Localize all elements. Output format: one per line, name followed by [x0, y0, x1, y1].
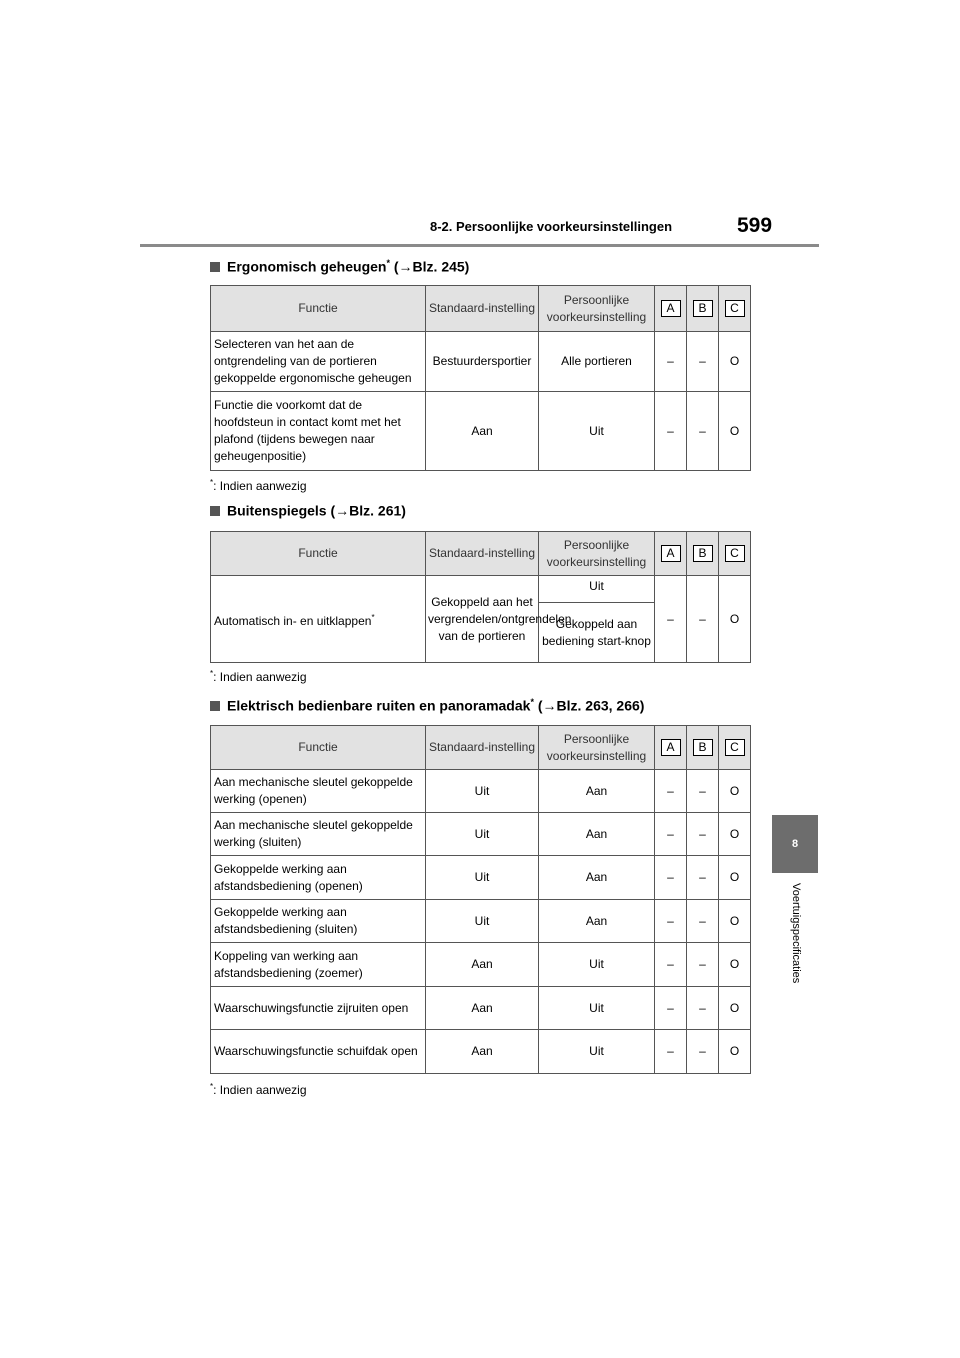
table-row: [211, 770, 751, 813]
col-header-c: [719, 286, 751, 332]
cell-b: –: [687, 770, 719, 813]
cell-function: Waarschuwingsfunctie zijruiten open: [211, 987, 426, 1030]
letter-c: C: [725, 545, 745, 562]
cell-a: –: [655, 1030, 687, 1074]
footnote-marker: *: [210, 1082, 214, 1091]
col-header-a: [655, 532, 687, 576]
col-header-personal: Persoonlijke voorkeursinstelling: [539, 726, 655, 770]
footnote-text: : Indien aanwezig: [213, 670, 307, 684]
header-divider: [140, 244, 819, 247]
cell-c: O: [719, 770, 751, 813]
cell-function-text: Automatisch in- en uitklappen: [214, 613, 372, 628]
cell-c: O: [719, 332, 751, 392]
cell-b: –: [687, 392, 719, 471]
settings-table-mirrors: [210, 531, 751, 663]
cell-function: Aan mechanische sleutel gekoppelde werking (openen): [211, 770, 426, 813]
col-header-c: [719, 532, 751, 576]
page-reference[interactable]: (→Blz. 245): [389, 258, 470, 275]
section-title: Buitenspiegels: [227, 502, 327, 519]
cell-personal: Aan: [539, 856, 655, 900]
cell-default: Uit: [426, 813, 539, 856]
settings-table-ergonomic-memory: [210, 285, 751, 471]
cell-b: –: [687, 813, 719, 856]
cell-a: –: [655, 576, 687, 663]
col-header-default: Standaard-instelling: [426, 286, 539, 332]
table-header-row: [211, 286, 751, 332]
col-header-default: Standaard-instelling: [426, 532, 539, 576]
cell-c: O: [719, 813, 751, 856]
cell-c: O: [719, 576, 751, 663]
col-header-function: Functie: [211, 726, 426, 770]
cell-b: –: [687, 900, 719, 943]
cell-function: Koppeling van werking aan afstandsbediening (zoemer): [211, 943, 426, 987]
col-header-c: [719, 726, 751, 770]
cell-b: –: [687, 576, 719, 663]
footnote-marker: *: [371, 612, 375, 622]
section-heading-ergonomic-memory: [210, 258, 469, 275]
cell-function: Gekoppelde werking aan afstandsbediening (openen): [211, 856, 426, 900]
section-header-title: 8-2. Persoonlijke voorkeursinstellingen: [430, 219, 673, 234]
chapter-tab[interactable]: 8: [772, 815, 818, 873]
cell-default: Uit: [426, 770, 539, 813]
cell-c: O: [719, 856, 751, 900]
col-header-b: [687, 532, 719, 576]
col-header-b: [687, 286, 719, 332]
letter-c: C: [725, 739, 745, 756]
footnote: [210, 669, 307, 684]
cell-b: –: [687, 332, 719, 392]
letter-b: B: [693, 300, 713, 317]
cell-personal: Alle portieren: [539, 332, 655, 392]
col-header-function: Functie: [211, 532, 426, 576]
footnote: [210, 478, 307, 493]
cell-function: [211, 576, 426, 663]
letter-a: A: [661, 739, 681, 756]
cell-a: –: [655, 392, 687, 471]
table-row: [211, 813, 751, 856]
cell-default: Uit: [426, 900, 539, 943]
table-row: [211, 332, 751, 392]
cell-a: –: [655, 943, 687, 987]
square-bullet-icon: [210, 262, 220, 272]
cell-c: O: [719, 392, 751, 471]
cell-default: Aan: [426, 1030, 539, 1074]
cell-a: –: [655, 332, 687, 392]
page-reference[interactable]: (→Blz. 261): [326, 502, 406, 519]
table-row: [211, 987, 751, 1030]
cell-a: –: [655, 987, 687, 1030]
table-row: [211, 900, 751, 943]
footnote-marker: *: [210, 669, 214, 678]
cell-personal: Aan: [539, 770, 655, 813]
table-row: [211, 856, 751, 900]
footnote: [210, 1082, 307, 1097]
cell-personal: Uit: [539, 943, 655, 987]
cell-function: Aan mechanische sleutel gekoppelde werking (sluiten): [211, 813, 426, 856]
square-bullet-icon: [210, 506, 220, 516]
cell-personal: Aan: [539, 900, 655, 943]
cell-a: –: [655, 900, 687, 943]
letter-a: A: [661, 300, 681, 317]
table-row: [211, 392, 751, 471]
letter-c: C: [725, 300, 745, 317]
section-heading-mirrors: [210, 502, 406, 519]
cell-personal: Uit: [539, 987, 655, 1030]
section-heading-power-windows: [210, 697, 644, 714]
col-header-default: Standaard-instelling: [426, 726, 539, 770]
square-bullet-icon: [210, 701, 220, 711]
section-title: Ergonomisch geheugen: [227, 258, 387, 275]
cell-a: –: [655, 856, 687, 900]
table-row: [211, 943, 751, 987]
cell-b: –: [687, 1030, 719, 1074]
cell-default: Bestuurdersportier: [426, 332, 539, 392]
footnote-marker: *: [530, 697, 534, 707]
cell-personal: Aan: [539, 813, 655, 856]
footnote-marker: *: [386, 258, 390, 268]
col-header-a: [655, 726, 687, 770]
cell-personal: Uit: [539, 1030, 655, 1074]
page-number: 599: [737, 214, 773, 237]
col-header-personal: Persoonlijke voorkeursinstelling: [539, 532, 655, 576]
cell-function: Gekoppelde werking aan afstandsbediening (sluiten): [211, 900, 426, 943]
table-row: [211, 1030, 751, 1074]
footnote-text: : Indien aanwezig: [213, 479, 307, 493]
cell-default: Gekoppeld aan het vergrendelen/ontgrendelen van de portieren: [426, 576, 539, 663]
letter-b: B: [693, 545, 713, 562]
col-header-b: [687, 726, 719, 770]
footnote-marker: *: [210, 478, 214, 487]
settings-table-power-windows: [210, 725, 751, 1074]
cell-b: –: [687, 987, 719, 1030]
cell-b: –: [687, 943, 719, 987]
section-title: Elektrisch bedienbare ruiten en panoramadak: [227, 697, 531, 714]
cell-function: Functie die voorkomt dat de hoofdsteun in contact komt met het plafond (tijdens bewegen naar geheugenpositie): [211, 392, 426, 471]
cell-default: Uit: [426, 856, 539, 900]
table-header-row: [211, 726, 751, 770]
cell-b: –: [687, 856, 719, 900]
cell-function: Waarschuwingsfunctie schuifdak open: [211, 1030, 426, 1074]
letter-b: B: [693, 739, 713, 756]
table-header-row: [211, 532, 751, 576]
cell-default: Aan: [426, 392, 539, 471]
cell-a: –: [655, 770, 687, 813]
chapter-title: Voertuigspecificaties: [790, 883, 802, 984]
cell-a: –: [655, 813, 687, 856]
cell-c: O: [719, 1030, 751, 1074]
cell-function: Selecteren van het aan de ontgrendeling van de portieren gekoppelde ergonomische geheugen: [211, 332, 426, 392]
footnote-text: : Indien aanwezig: [213, 1083, 307, 1097]
cell-personal: Uit: [539, 392, 655, 471]
col-header-personal: Persoonlijke voorkeursinstelling: [539, 286, 655, 332]
page-reference[interactable]: (→Blz. 263, 266): [533, 697, 645, 714]
cell-default: Aan: [426, 943, 539, 987]
chapter-label: [788, 883, 802, 1023]
col-header-function: Functie: [211, 286, 426, 332]
letter-a: A: [661, 545, 681, 562]
cell-personal-option: Uit: [539, 576, 655, 603]
cell-default: Aan: [426, 987, 539, 1030]
cell-c: O: [719, 943, 751, 987]
table-row: [211, 576, 751, 603]
cell-c: O: [719, 900, 751, 943]
cell-personal-option: Gekoppeld aan bediening start-knop: [539, 603, 655, 663]
col-header-a: [655, 286, 687, 332]
cell-c: O: [719, 987, 751, 1030]
